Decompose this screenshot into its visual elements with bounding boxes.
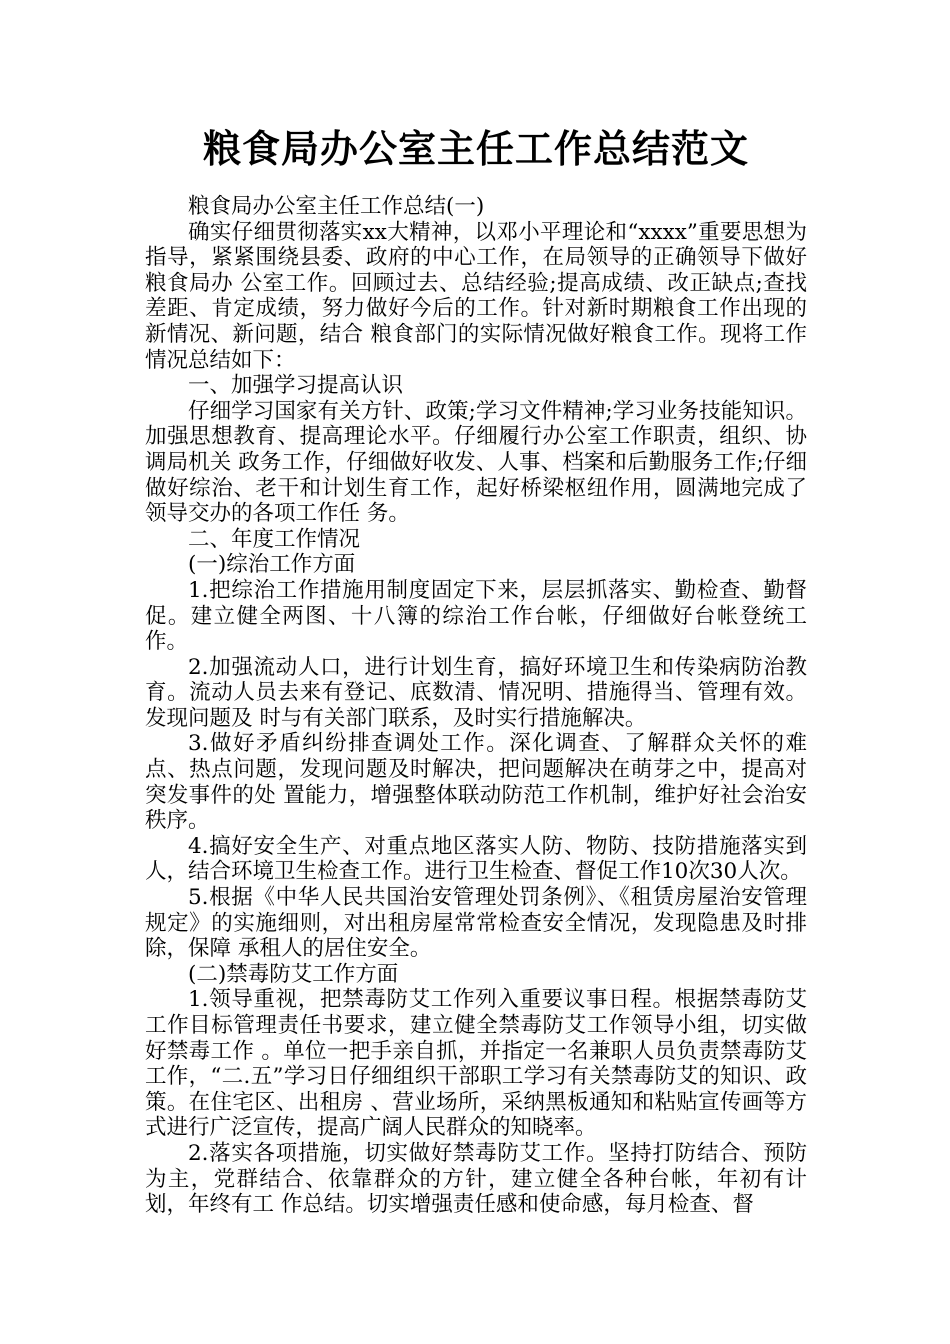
study-paragraph: 仔细学习国家有关方针、政策;学习文件精神;学习业务技能知识。加强思想教育、提高理论水平。仔细履行办公室工作职责，组织、协调局机关 政务工作，仔细做好收发、人事、档案和后勤服务工作;仔细做好综治、老干和计划生育工作，起好桥梁枢纽作用，圆满地完成了领导交办的各项工作任 务。 [145, 398, 807, 527]
subheading-drug-aids: (二)禁毒防艾工作方面 [188, 961, 399, 987]
list-item: 5.根据《中华人民共国治安管理处罚条例》、《租赁房屋治安管理规定》的实施细则，对出租房屋常常检查安全情况，发现隐患及时排除，保障 承租人的居住安全。 [145, 885, 807, 962]
list-item: 4.搞好安全生产、对重点地区落实人防、物防、技防措施落实到人，结合环境卫生检查工作。进行卫生检查、督促工作10次30人次。 [145, 833, 807, 885]
heading-annual-work: 二、年度工作情况 [188, 526, 361, 552]
document-page [145, 118, 807, 1218]
subheading-comprehensive: (一)综治工作方面 [188, 552, 356, 578]
list-item: 3.做好矛盾纠纷排查调处工作。深化调查、了解群众关怀的难点、热点问题，发现问题及时解决，把问题解决在萌芽之中，提高对突发事件的处 置能力，增强整体联动防范工作机制，维护好社会治安秩序。 [145, 731, 807, 834]
document-body [145, 194, 807, 1218]
intro-paragraph: 确实仔细贯彻落实xx大精神，以邓小平理论和“xxxx”重要思想为指导，紧紧围绕县委、政府的中心工作，在局领导的正确领导下做好粮食局办 公室工作。回顾过去、总结经验;提高成绩、改正缺点;查找差距、肯定成绩，努力做好今后的工作。针对新时期粮食工作出现的新情况、新问题，结合 粮食部门的实际情况做好粮食工作。现将工作情况总结如下： [145, 219, 807, 373]
heading-study: 一、加强学习提高认识 [188, 373, 404, 399]
document-title: 粮食局办公室主任工作总结范文 [202, 127, 749, 171]
section-subtitle: 粮食局办公室主任工作总结(一) [188, 194, 485, 219]
list-item: 1.领导重视，把禁毒防艾工作列入重要议事日程。根据禁毒防艾工作目标管理责任书要求，建立健全禁毒防艾工作领导小组，切实做好禁毒工作 。单位一把手亲自抓，并指定一名兼职人员负责禁毒防艾工作，“二.五”学习日仔细组织干部职工学习有关禁毒防艾的知识、政策。在住宅区、出租房 、营业场所，采纳黑板通知和粘贴宣传画等方式进行广泛宣传，提高广阔人民群众的知晓率。 [145, 987, 807, 1141]
list-item: 2.加强流动人口，进行计划生育，搞好环境卫生和传染病防治教育。流动人员去来有登记、底数清、情况明、措施得当、管理有效。发现问题及 时与有关部门联系，及时实行措施解决。 [145, 654, 807, 731]
list-item: 2.落实各项措施，切实做好禁毒防艾工作。坚持打防结合、预防为主，党群结合、依靠群众的方针，建立健全各种台帐，年初有计划，年终有工 作总结。切实增强责任感和使命感，每月检查、督 [145, 1140, 807, 1218]
list-item: 1.把综治工作措施用制度固定下来，层层抓落实、勤检查、勤督促。建立健全两图、十八簿的综治工作台帐，仔细做好台帐登统工作。 [145, 577, 807, 655]
